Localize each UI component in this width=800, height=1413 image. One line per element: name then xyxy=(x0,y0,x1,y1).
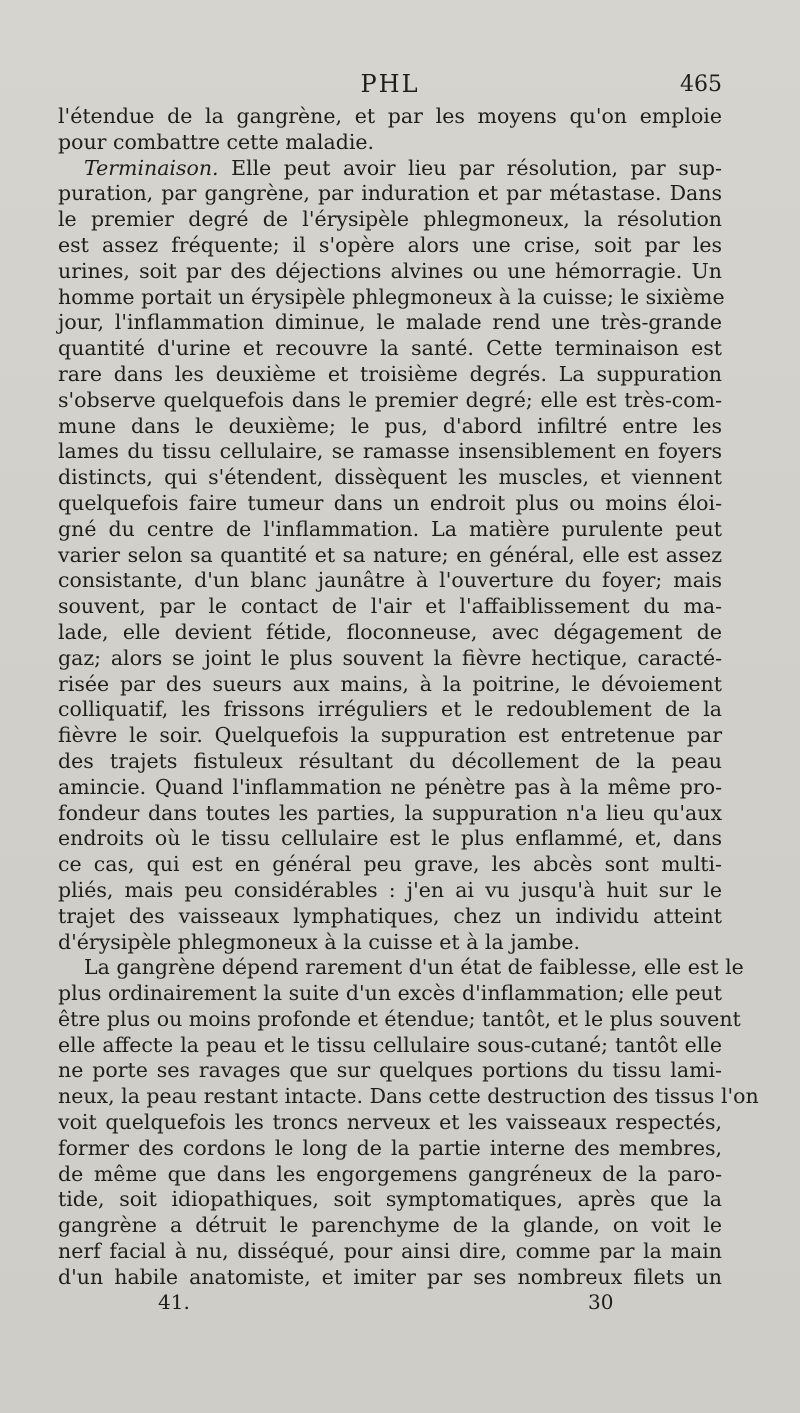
text-line: rare dans les deuxième et troisième degrés. La suppuration xyxy=(58,361,722,386)
text-line: amincie. Quand l'inflammation ne pénètre pas à la même pro- xyxy=(58,774,722,799)
text-line: risée par des sueurs aux mains, à la poitrine, le dévoiement xyxy=(58,671,722,696)
text-line: l'étendue de la gangrène, et par les moyens qu'on emploie xyxy=(58,104,722,128)
page-footer xyxy=(58,1290,722,1320)
text-line: fièvre le soir. Quelquefois la suppuration est entretenue par xyxy=(58,723,722,748)
text-line: est assez fréquente; il s'opère alors une crise, soit par les xyxy=(58,232,722,257)
text-line: lade, elle devient fétide, floconneuse, avec dégagement de xyxy=(58,619,722,644)
text-line: gné du centre de l'inflammation. La matière purulente peut xyxy=(58,516,722,541)
text-line: plus ordinairement la suite d'un excès d'inflammation; elle peut xyxy=(58,981,722,1006)
text-line: puration, par gangrène, par induration et par métastase. Dans xyxy=(58,181,722,206)
text-line: distincts, qui s'étendent, dissèquent les muscles, et viennent xyxy=(58,465,722,490)
text-line: lames du tissu cellulaire, se ramasse insensiblement en foyers xyxy=(58,439,722,464)
text-line: être plus ou moins profonde et étendue; tantôt, et le plus souvent xyxy=(58,1006,741,1031)
text-line: nerf facial à nu, disséqué, pour ainsi dire, comme par la main xyxy=(58,1239,722,1264)
text-line: quelquefois faire tumeur dans un endroit plus ou moins éloi- xyxy=(58,490,722,515)
text-line-rest: Elle peut avoir lieu par résolution, par sup- xyxy=(231,155,722,180)
text-line: d'érysipèle phlegmoneux à la cuisse et à la jambe. xyxy=(58,929,581,954)
text-line: consistante, d'un blanc jaunâtre à l'ouverture du foyer; mais xyxy=(58,568,722,593)
text-line: elle affecte la peau et le tissu cellulaire sous-cutané; tantôt elle xyxy=(58,1032,722,1057)
text-line: des trajets fistuleux résultant du décollement de la peau xyxy=(58,748,722,773)
text-line: gaz; alors se joint le plus souvent la fièvre hectique, caracté- xyxy=(58,645,722,670)
text-line: La gangrène dépend rarement d'un état de faiblesse, elle est le xyxy=(84,955,744,980)
text-line: pliés, mais peu considérables : j'en ai vu jusqu'à huit sur le xyxy=(58,877,722,902)
body-text xyxy=(58,104,759,1291)
text-line: fondeur dans toutes les parties, la suppuration n'a lieu qu'aux xyxy=(58,800,722,825)
text-line: ne porte ses ravages que sur quelques portions du tissu lami- xyxy=(58,1058,722,1083)
text-line: jour, l'inflammation diminue, le malade rend une très-grande xyxy=(58,310,722,335)
text-line: d'un habile anatomiste, et imiter par ses nombreux filets un xyxy=(58,1264,722,1289)
running-head: PHL xyxy=(360,70,420,98)
page-number: 465 xyxy=(680,72,722,97)
text-line: souvent, par le contact de l'air et l'affaiblissement du ma- xyxy=(58,594,722,619)
text-line: mune dans le deuxième; le pus, d'abord infiltré entre les xyxy=(58,413,722,438)
text-line: endroits où le tissu cellulaire est le plus enflammé, et, dans xyxy=(58,826,722,851)
text-line: neux, la peau restant intacte. Dans cette destruction des tissus l'on xyxy=(58,1084,759,1109)
text-line: tide, soit idiopathiques, soit symptomatiques, après que la xyxy=(58,1187,722,1212)
sheet-mark: 30 xyxy=(588,1290,614,1314)
text-line: trajet des vaisseaux lymphatiques, chez un individu atteint xyxy=(58,903,722,928)
text-line: varier selon sa quantité et sa nature; en général, elle est assez xyxy=(58,542,722,567)
text-line: urines, soit par des déjections alvines ou une hémorragie. Un xyxy=(58,258,722,283)
text-line: gangrène a détruit le parenchyme de la glande, on voit le xyxy=(58,1213,722,1238)
text-line: de même que dans les engorgemens gangréneux de la paro- xyxy=(58,1161,722,1186)
text-line: voit quelquefois les troncs nerveux et les vaisseaux respectés, xyxy=(58,1110,722,1135)
text-line: le premier degré de l'érysipèle phlegmoneux, la résolution xyxy=(58,207,722,232)
section-label: Terminaison. xyxy=(84,155,219,180)
text-line: pour combattre cette maladie. xyxy=(58,129,375,154)
text-line: quantité d'urine et recouvre la santé. Cette terminaison est xyxy=(58,336,722,361)
text-line: ce cas, qui est en général peu grave, les abcès sont multi- xyxy=(58,852,722,877)
text-line: s'observe quelquefois dans le premier degré; elle est très-com- xyxy=(58,387,722,412)
text-line: former des cordons le long de la partie interne des membres, xyxy=(58,1135,722,1160)
text-line: homme portait un érysipèle phlegmoneux à la cuisse; le sixième xyxy=(58,284,725,309)
page-header xyxy=(58,70,722,106)
text-line: colliquatif, les frissons irréguliers et le redoublement de la xyxy=(58,697,722,722)
text-line xyxy=(58,156,722,182)
signature-mark: 41. xyxy=(158,1290,190,1314)
